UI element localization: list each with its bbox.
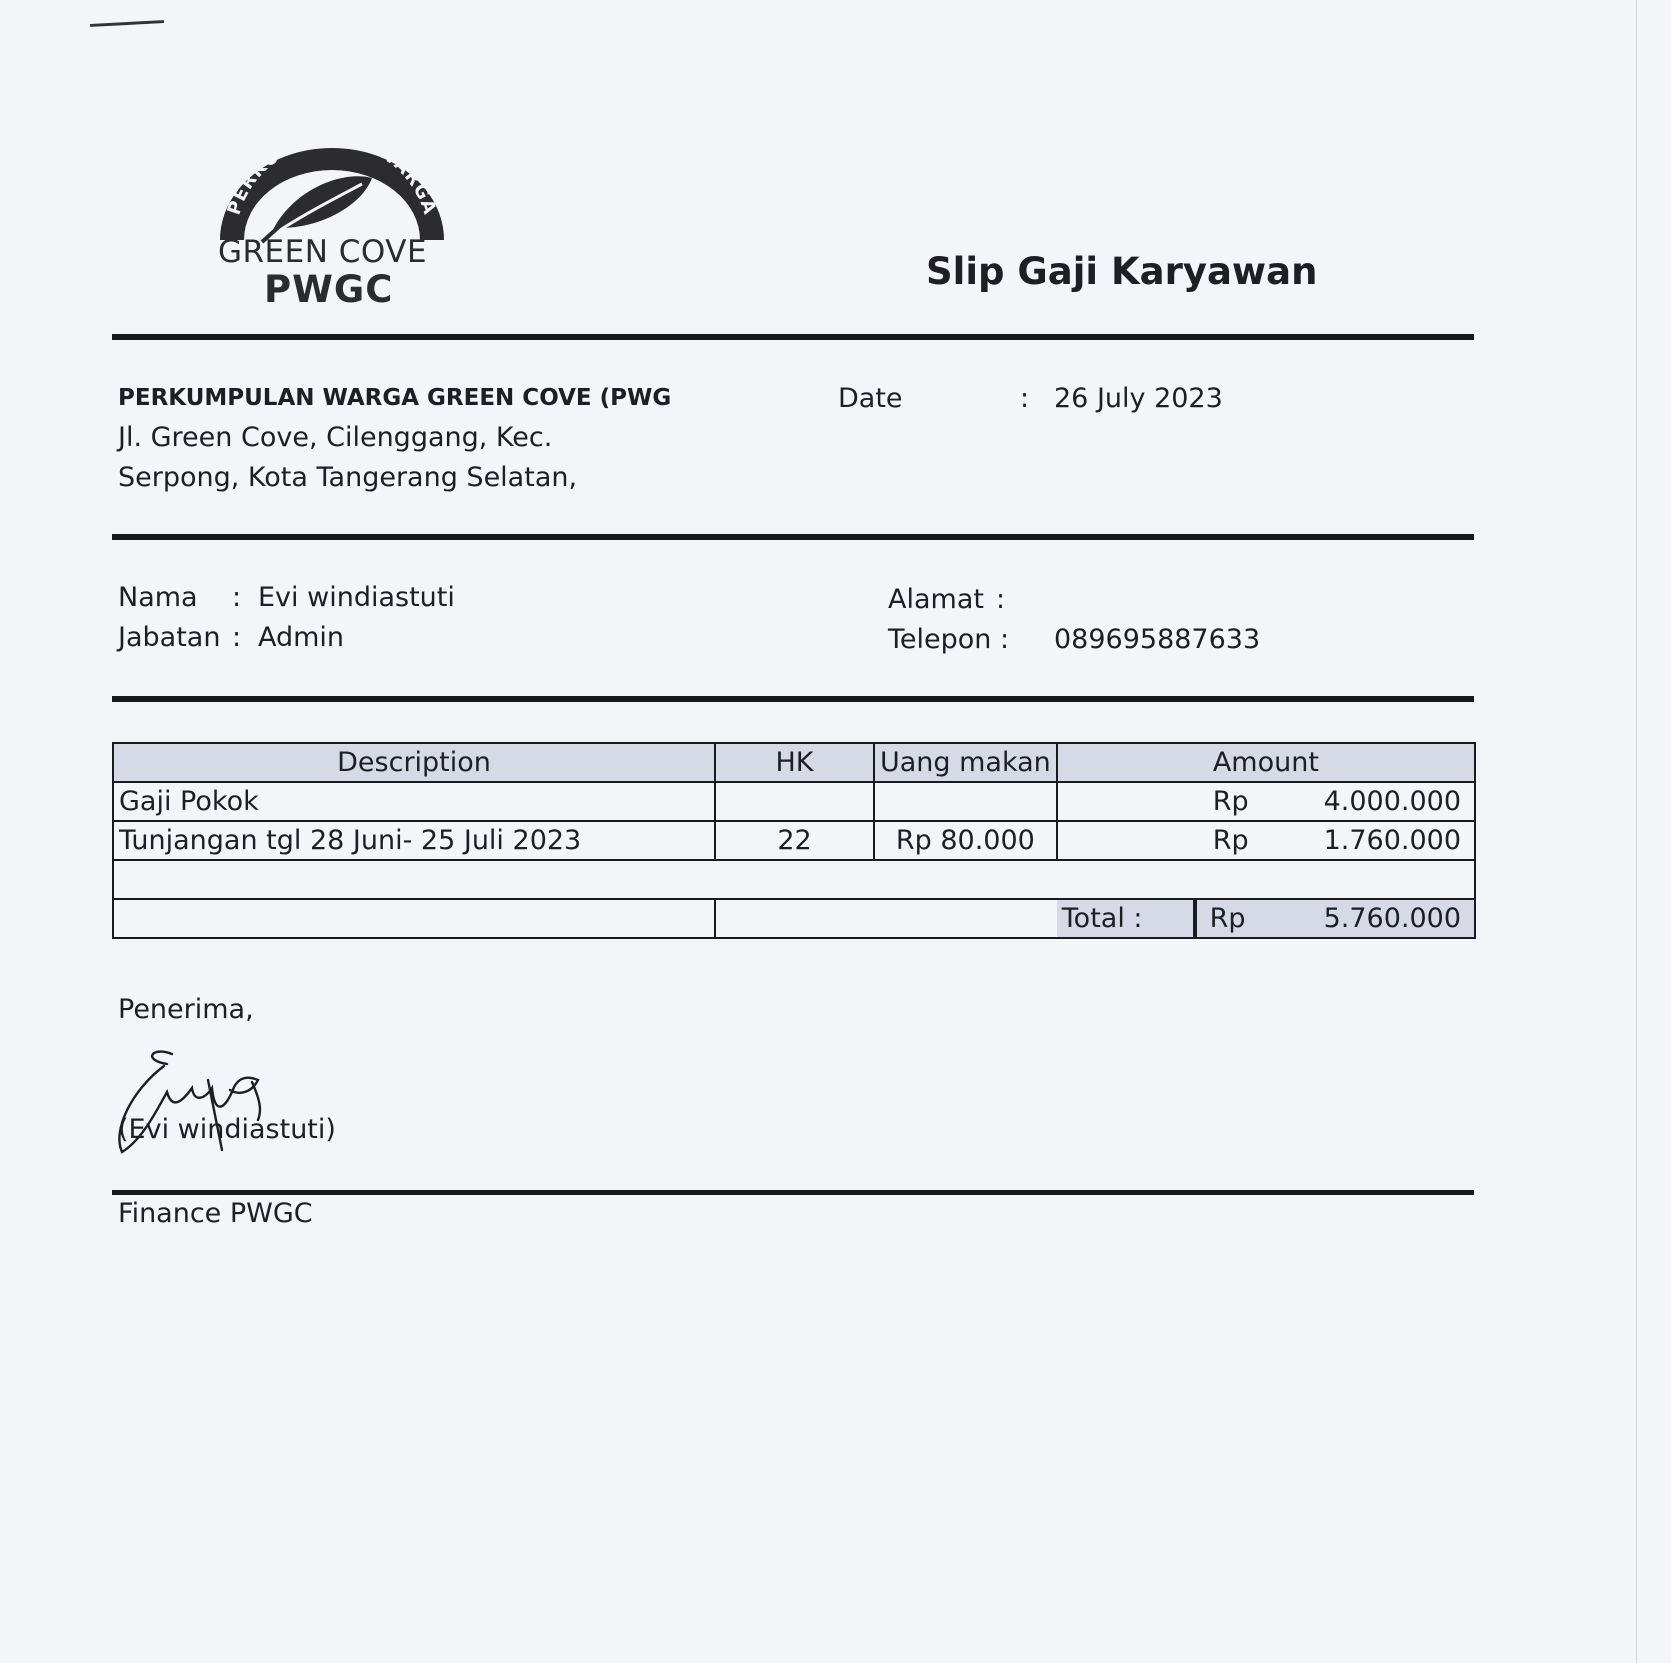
organization-address-line1: Jl. Green Cove, Cilenggang, Kec.: [118, 422, 553, 453]
row-hk: 22: [715, 821, 874, 860]
employee-position-separator: :: [232, 622, 242, 653]
table-row: [113, 782, 1475, 821]
row-uang-makan: Rp 80.000: [874, 821, 1057, 860]
employee-position-label: Jabatan: [118, 622, 221, 653]
row-description: Gaji Pokok: [113, 782, 715, 821]
employee-phone-value: 089695887633: [1054, 624, 1261, 655]
header-description: Description: [113, 743, 715, 782]
row-amount: 4.000.000: [1323, 786, 1461, 817]
employee-position-value: Admin: [258, 622, 345, 653]
divider-3: [112, 696, 1474, 702]
logo-arc-text: PERKUMPULAN WARGA: [223, 127, 441, 218]
table-empty-row: [113, 860, 1475, 899]
salary-table: [112, 742, 1476, 939]
table-header-row: [113, 743, 1475, 782]
organization-address-line2: Serpong, Kota Tangerang Selatan,: [118, 462, 578, 493]
logo: [212, 120, 452, 330]
total-amount: 5.760.000: [1323, 903, 1461, 934]
logo-line1: GREEN COVE: [218, 234, 428, 270]
page-title: Slip Gaji Karyawan: [926, 250, 1318, 293]
employee-name-separator: :: [232, 582, 242, 613]
total-amount-cell: [1195, 899, 1475, 938]
employee-address-separator: :: [996, 584, 1006, 615]
receiver-label: Penerima,: [118, 994, 254, 1025]
divider-4: [112, 1190, 1474, 1195]
logo-line2: PWGC: [264, 268, 394, 311]
employee-address-label: Alamat: [888, 584, 984, 615]
receiver-signature-name: (Evi windiastuti): [118, 1114, 336, 1145]
row-amount: 1.760.000: [1323, 825, 1461, 856]
date-label: Date: [838, 383, 903, 414]
leaf-icon: [262, 176, 372, 242]
header-uang-makan: Uang makan: [874, 743, 1057, 782]
header-amount: Amount: [1057, 743, 1475, 782]
organization-name: PERKUMPULAN WARGA GREEN COVE (PWG: [118, 385, 672, 411]
divider-2: [112, 534, 1474, 540]
row-description: Tunjangan tgl 28 Juni- 25 Juli 2023: [113, 821, 715, 860]
row-amount-cell: [1057, 821, 1475, 860]
employee-name-label: Nama: [118, 582, 198, 613]
total-label: Total :: [1057, 899, 1195, 938]
header-hk: HK: [715, 743, 874, 782]
employee-phone-label: Telepon :: [888, 624, 1010, 655]
date-value: 26 July 2023: [1054, 383, 1223, 414]
table-row: [113, 821, 1475, 860]
row-hk: [715, 782, 874, 821]
row-currency: Rp: [1212, 825, 1249, 856]
footer-finance: Finance PWGC: [118, 1198, 313, 1229]
table-total-row: [113, 899, 1475, 938]
row-currency: Rp: [1212, 786, 1249, 817]
date-separator: :: [1020, 383, 1030, 414]
scan-mark: [90, 20, 164, 27]
scan-edge: [1636, 0, 1637, 1663]
row-amount-cell: [1057, 782, 1475, 821]
employee-name-value: Evi windiastuti: [258, 582, 455, 613]
divider-1: [112, 334, 1474, 340]
row-uang-makan: [874, 782, 1057, 821]
total-currency: Rp: [1209, 903, 1246, 934]
logo-emblem: [212, 120, 452, 250]
